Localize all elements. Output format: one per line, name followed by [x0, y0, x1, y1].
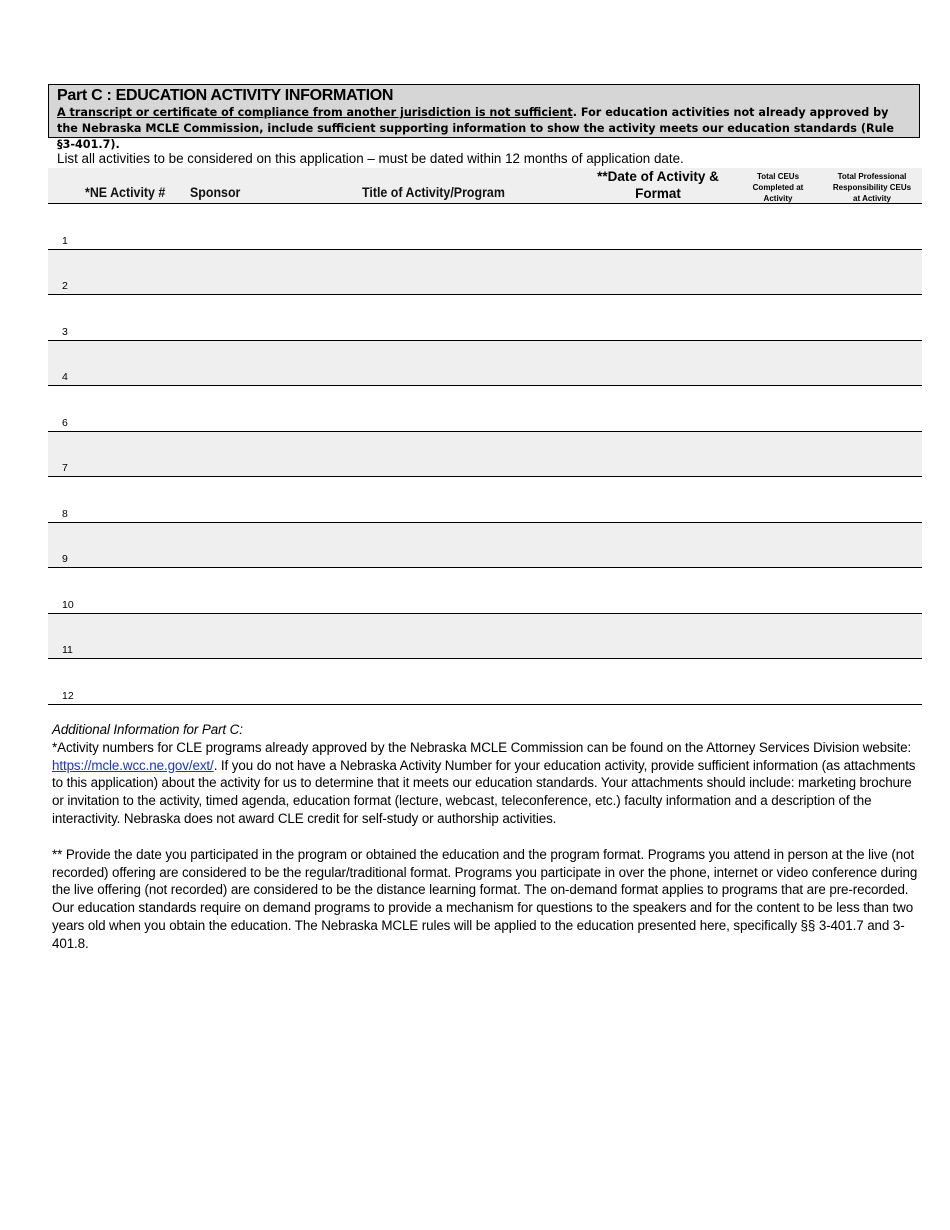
header-date-format: **Date of Activity & Format — [597, 169, 719, 201]
activity-table-header — [48, 168, 922, 204]
activity-intro: List all activities to be considered on this application – must be dated within 12 months of application date. — [57, 151, 684, 166]
part-c-note — [57, 105, 911, 153]
table-row[interactable] — [48, 432, 922, 478]
row-number: 4 — [62, 371, 68, 383]
table-row[interactable] — [48, 386, 922, 432]
table-row[interactable] — [48, 614, 922, 660]
part-c-note-underlined: A transcript or certificate of compliance from another jurisdiction is not sufficient — [57, 106, 573, 119]
table-row[interactable] — [48, 204, 922, 250]
additional-paragraph-2: ** Provide the date you participated in the program or obtained the education and the program format. Programs you attend in person at the live (not recorded) offering are considered to be the regular/traditional format. Programs you participate in over the phone, internet or video conference during the live offering (not recorded) are considered to be the distance learning format. The on-demand format applies to programs that are pre-recorded. Our education standards require on demand programs to provide a mechanism for questions to the speakers and for the content to be less than two years old when you obtain the education. The Nebraska MCLE rules will be applied to the education presented here, specifically §§ 3-401.7 and 3-401.8. — [52, 846, 918, 951]
additional-paragraph-1 — [52, 739, 922, 828]
activity-table-body — [48, 204, 922, 705]
p1-start: *Activity numbers for CLE programs already approved by the Nebraska MCLE Commission can be found on the Attorney Services Division website: — [52, 739, 912, 755]
table-row[interactable] — [48, 568, 922, 614]
row-number: 12 — [62, 689, 74, 702]
header-activity-number: *NE Activity # — [85, 185, 166, 200]
row-number: 7 — [62, 462, 68, 474]
header-total-ceus: Total CEUs Completed at Activity — [752, 172, 804, 203]
table-row[interactable] — [48, 295, 922, 341]
additional-information — [52, 721, 922, 953]
row-number: 1 — [62, 234, 68, 247]
row-number: 11 — [62, 644, 73, 656]
row-number: 10 — [62, 598, 74, 611]
mcle-website-link[interactable]: https://mcle.wcc.ne.gov/ext/ — [52, 757, 214, 773]
row-number: 2 — [62, 280, 68, 292]
additional-heading: Additional Information for Part C: — [52, 722, 243, 737]
header-total-pr-ceus: Total Professional Responsibility CEUs at Activity — [832, 172, 912, 203]
part-c-title: Part C : EDUCATION ACTIVITY INFORMATION — [57, 87, 394, 104]
table-row[interactable] — [48, 250, 922, 296]
row-number: 6 — [62, 416, 68, 429]
table-row[interactable] — [48, 523, 922, 569]
header-title: Title of Activity/Program — [362, 185, 505, 200]
row-number: 9 — [62, 553, 68, 565]
row-number: 3 — [62, 325, 68, 338]
row-number: 8 — [62, 507, 68, 520]
table-row[interactable] — [48, 659, 922, 705]
part-c-note-rest: . For education activities not already approved by the Nebraska MCLE Commission, include sufficient supporting information to show the activity meets our education standards (Rule §3-401.7). — [57, 106, 894, 151]
table-row[interactable] — [48, 477, 922, 523]
table-row[interactable] — [48, 341, 922, 387]
part-c-header — [48, 84, 920, 151]
p1-rest: . If you do not have a Nebraska Activity Number for your education activity, provide sufficient information (as attachments to this application) about the activity for us to determine that it meets our education standards. Your attachments should include: marketing brochure or invitation to the activity, timed agenda, education format (lecture, webcast, teleconference, etc.) faculty information and a description of the interactivity. Nebraska does not award CLE credit for self-study or authorship activities. — [52, 757, 916, 826]
header-sponsor: Sponsor — [190, 185, 241, 200]
